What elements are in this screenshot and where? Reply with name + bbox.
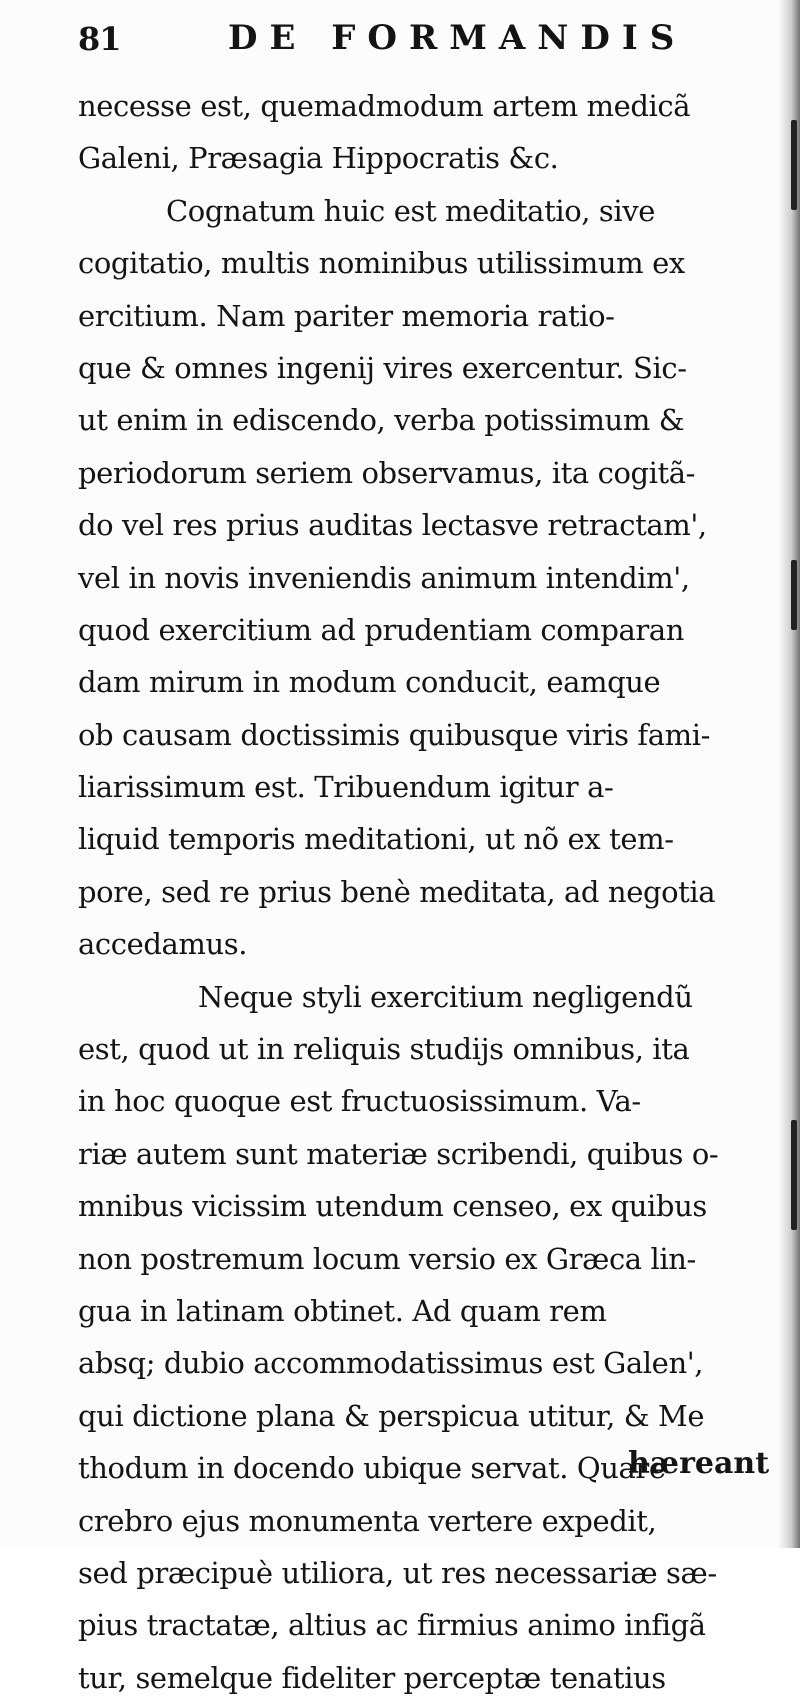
text-line: thodum in docendo ubique servat. Quare [78, 1451, 666, 1486]
page-header [78, 14, 778, 66]
text-line: riæ autem sunt materiæ scribendi, quibus o- [78, 1136, 719, 1171]
text-line: liquid temporis meditationi, ut nõ ex tem- [78, 822, 674, 857]
text-line: do vel res prius auditas lectasve retractam', [78, 508, 707, 543]
page-edge-mark [791, 1120, 797, 1230]
text-line: pore, sed re prius benè meditata, ad negotia [78, 874, 716, 909]
text-line: in hoc quoque est fructuosissimum. Va- [78, 1084, 641, 1119]
text-line: gua in latinam obtinet. Ad quam rem [78, 1293, 607, 1328]
text-line: Neque styli exercitium negligendũ [198, 979, 693, 1014]
text-line: sed præcipuè utiliora, ut res necessariæ sæ- [78, 1555, 717, 1590]
text-line: cogitatio, multis nominibus utilissimum ex [78, 246, 685, 281]
text-line: crebro ejus monumenta vertere expedit, [78, 1503, 657, 1538]
page-edge-mark [791, 120, 797, 210]
text-line: dam mirum in modum conducit, eamque [78, 665, 661, 700]
text-line: liarissimum est. Tribuendum igitur a- [78, 770, 614, 805]
text-line: ob causam doctissimis quibusque viris fami- [78, 717, 711, 752]
text-line: mnibus vicissim utendum censeo, ex quibus [78, 1189, 707, 1224]
page-number: 81 [78, 20, 121, 58]
text-line: necesse est, quemadmodum artem medicã [78, 89, 691, 123]
text-line: Galeni, Præsagia Hippocratis &c. [78, 141, 559, 176]
text-line: non postremum locum versio ex Græca lin- [78, 1241, 696, 1276]
text-line: que & omnes ingenij vires exercentur. Sic- [78, 350, 687, 385]
text-line: periodorum seriem observamus, ita cogitã- [78, 455, 696, 490]
page-edge-mark [791, 560, 797, 630]
text-line: est, quod ut in reliquis studijs omnibus, ita [78, 1032, 690, 1067]
catchword: hæreant [628, 1446, 770, 1481]
text-line: absq; dubio accommodatissimus est Galen', [78, 1346, 704, 1381]
text-line: quod exercitium ad prudentiam comparan [78, 612, 685, 647]
text-line: ut enim in ediscendo, verba potissimum & [78, 403, 685, 438]
text-line: ercitium. Nam pariter memoria ratio- [78, 298, 615, 333]
text-line: Cognatum huic est meditatio, sive [166, 193, 656, 228]
text-line: tur, semelque fideliter perceptæ tenatius [78, 1660, 666, 1695]
page-edge-shadow [778, 0, 800, 1548]
text-line: qui dictione plana & perspicua utitur, & Me [78, 1398, 705, 1433]
text-line: pius tractatæ, altius ac firmius animo infigã [78, 1608, 706, 1643]
text-line: vel in novis inveniendis animum intendim', [78, 560, 690, 595]
running-title: DE FORMANDIS [228, 18, 687, 58]
text-line: accedamus. [78, 927, 248, 962]
